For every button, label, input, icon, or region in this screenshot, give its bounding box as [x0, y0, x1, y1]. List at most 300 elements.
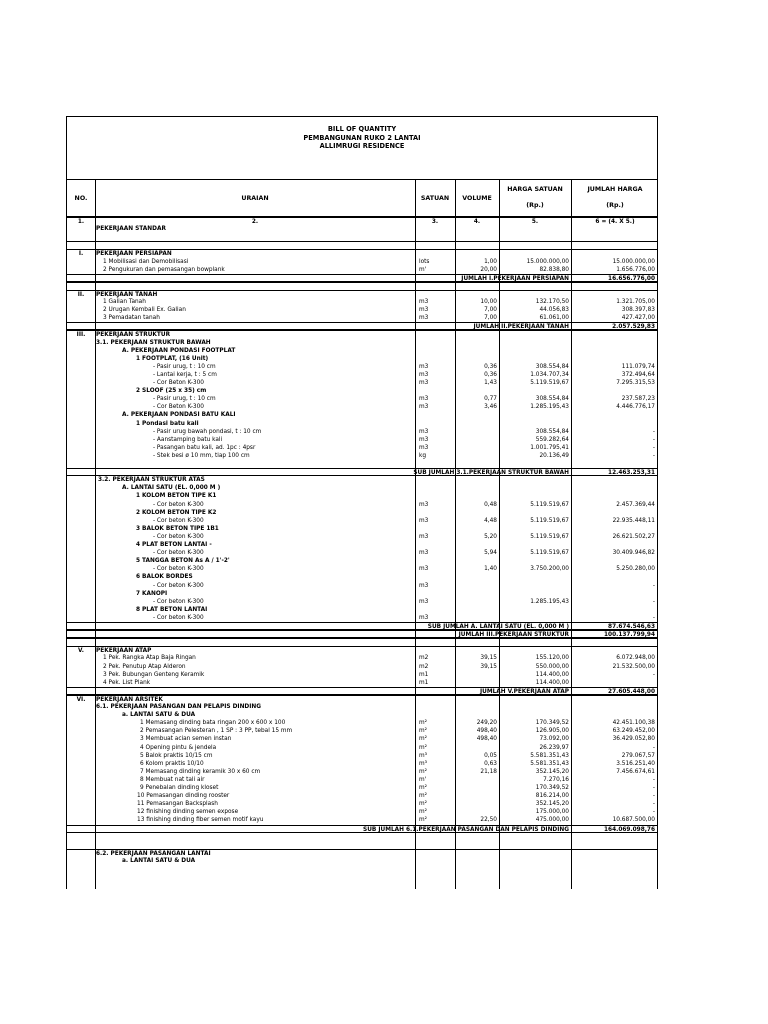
item-unit-price: 114.400,00: [535, 679, 569, 686]
table-row: [67, 784, 657, 792]
item-total-price: 21.532.500,00: [612, 663, 655, 670]
item-total-price: 42.451.100,38: [612, 720, 655, 727]
item-unit: m3: [419, 501, 429, 508]
table-row: [67, 671, 657, 679]
item-total-price: 7.295.315,53: [616, 380, 655, 386]
table-row: [67, 792, 657, 800]
table-row: [67, 533, 657, 541]
item-description: - Cor beton K-300: [153, 501, 204, 508]
section-title: PEKERJAAN STRUKTUR: [96, 332, 171, 339]
item-volume: 39,15: [480, 663, 497, 670]
item-total-price: 1.656.776,00: [616, 266, 655, 273]
table-row: [67, 258, 657, 266]
item-unit-price: 308.554,84: [535, 428, 569, 435]
item-volume: 249,20: [476, 720, 497, 727]
item-unit: m3: [419, 363, 429, 370]
section-title: PEKERJAAN TANAH: [96, 291, 158, 298]
subtotal-value: 164.069.098,76: [604, 826, 655, 833]
item-unit-price: 1.285.195,43: [530, 598, 569, 605]
item-total-price: -: [652, 614, 655, 621]
item-unit-price: 1.001.795,41: [530, 444, 569, 451]
section-row: [67, 387, 657, 395]
header-no: NO.: [74, 195, 88, 202]
item-unit: m3: [419, 315, 429, 322]
header-harga-satuan-label: HARGA SATUAN: [507, 186, 563, 193]
item-volume: 1,00: [484, 258, 497, 265]
item-unit: m³: [419, 760, 427, 767]
title-line-3: ALLIMRUGI RESIDENCE: [319, 142, 405, 151]
item-total-price: -: [652, 452, 655, 459]
item-unit-price: 132.170,50: [535, 299, 569, 305]
item-total-price: 237.587,23: [621, 396, 655, 403]
item-unit: m²: [419, 817, 427, 824]
section-title: PEKERJAAN ARSITEK: [96, 696, 163, 703]
item-unit: m²: [419, 736, 427, 743]
table-row: [67, 833, 657, 841]
column-divider: [455, 179, 456, 889]
item-unit-price: 170.349,52: [535, 720, 569, 727]
item-description: 3 Pemadatan tanah: [103, 315, 160, 322]
section-row: [67, 590, 657, 598]
item-unit: m2: [419, 655, 429, 662]
item-description: 2 Pemasangan Pelesteran , 1 SP : 3 PP, tebal 15 mm: [140, 728, 293, 735]
item-volume: 498,40: [476, 736, 497, 743]
item-volume: 0,36: [484, 371, 497, 378]
subtotal-label: JUMLAH V.PEKERJAAN ATAP: [479, 688, 569, 695]
column-divider: [95, 179, 96, 889]
item-unit: m²: [419, 793, 427, 800]
header-jumlah-harga-unit: (Rp.): [606, 202, 624, 209]
item-total-price: 7.456.674,61: [616, 768, 655, 775]
table-row: [67, 314, 657, 322]
item-description: - Cor Beton K-300: [153, 404, 204, 411]
item-unit: m3: [419, 299, 429, 305]
item-volume: 0,77: [484, 396, 497, 403]
table-row: [67, 379, 657, 387]
table-row: [67, 841, 657, 849]
section-row: [67, 484, 657, 492]
item-unit: m3: [419, 517, 429, 524]
column-divider: [499, 179, 500, 889]
subtotal-value: 12.463.253,31: [608, 470, 655, 477]
section-row: [67, 411, 657, 419]
subtotal-value: 2.057.529,83: [612, 324, 655, 331]
item-description: 4 Pek. List Plank: [103, 679, 151, 686]
table-row: [67, 403, 657, 411]
item-total-price: 3.516.251,40: [616, 760, 655, 767]
table-row: [67, 428, 657, 436]
section-row: [67, 525, 657, 533]
item-unit-price: 5.119.519,67: [530, 533, 569, 540]
table-row: [67, 719, 657, 727]
section-title: a. LANTAI SATU & DUA: [122, 857, 196, 864]
item-description: 10 Pemasangan dinding rooster: [137, 793, 230, 800]
item-volume: 5,20: [484, 533, 497, 540]
title-line-1: BILL OF QUANTITY: [327, 125, 397, 133]
item-unit: m': [419, 776, 427, 783]
section-row: [67, 711, 657, 719]
item-description: 3 Membuat acian semen instan: [140, 736, 232, 743]
table-row: [67, 735, 657, 743]
item-volume: 1,40: [484, 566, 497, 573]
item-total-price: -: [652, 671, 655, 678]
table-row: [67, 598, 657, 606]
item-unit-price: 175.000,00: [535, 809, 569, 816]
table-row: [67, 654, 657, 662]
section-row: [67, 347, 657, 355]
item-total-price: 1.321.705,00: [616, 299, 655, 305]
table-row: [67, 371, 657, 379]
item-unit: m1: [419, 671, 429, 678]
item-volume: 10,00: [480, 299, 497, 305]
item-unit: m': [419, 266, 427, 273]
section-title: 5 TANGGA BETON As A / 1'-2': [136, 558, 230, 565]
item-description: 2 Urugan Kembali Ex. Galian: [103, 307, 186, 314]
item-unit: m3: [419, 582, 429, 589]
item-unit: m3: [419, 444, 429, 451]
item-unit: m3: [419, 436, 429, 443]
item-unit: m3: [419, 396, 429, 403]
item-description: 3 Pek. Bubungan Genteng Keramik: [103, 671, 205, 678]
item-unit: m3: [419, 550, 429, 557]
item-description: - Pasir urug, t : 10 cm: [153, 363, 216, 370]
item-unit-price: 3.750.200,00: [530, 566, 569, 573]
item-unit-price: 475.000,00: [535, 817, 569, 824]
table-row: [67, 727, 657, 735]
table-header: [67, 179, 657, 217]
item-total-price: 15.000.000,00: [612, 258, 655, 265]
col-number-harga-satuan: 5.: [531, 219, 539, 225]
section-title: PEKERJAAN ATAP: [96, 648, 152, 655]
item-total-price: 10.687.500,00: [612, 817, 655, 824]
item-description: - Aanstamping batu kali: [153, 436, 223, 443]
section-title: PEKERJAAN STANDAR: [96, 226, 166, 233]
item-unit-price: 559.282,64: [535, 436, 569, 443]
table-row: [67, 760, 657, 768]
section-row: [67, 703, 657, 711]
column-divider: [415, 179, 416, 889]
table-row: [67, 452, 657, 460]
item-volume: 21,18: [480, 768, 497, 775]
section-row: [67, 509, 657, 517]
subtotal-label: SUB JUMLAH A. LANTAI SATU (EL. 0,000 M ): [427, 624, 569, 630]
item-volume: 0,05: [484, 752, 497, 759]
item-description: - Cor beton K-300: [153, 566, 204, 573]
item-number: II.: [77, 291, 85, 298]
item-volume: 0,48: [484, 501, 497, 508]
item-volume: 0,36: [484, 363, 497, 370]
item-description: 7 Memasang dinding keramik 30 x 60 cm: [140, 768, 261, 775]
item-total-price: -: [652, 428, 655, 435]
item-description: 1 Mobilisasi dan Demobilisasi: [103, 258, 189, 265]
item-description: - Lantai kerja, t : 5 cm: [153, 371, 217, 378]
table-row: [67, 752, 657, 760]
item-unit-price: 5.581.351,43: [530, 760, 569, 767]
section-row: [67, 857, 657, 865]
item-volume: 3,46: [484, 404, 497, 411]
column-divider: [571, 179, 572, 889]
section-row: [67, 339, 657, 347]
item-volume: 7,00: [484, 315, 497, 322]
section-title: 6.2. PEKERJAAN PASANGAN LANTAI: [96, 850, 211, 857]
item-unit: m²: [419, 785, 427, 791]
subtotal-value: 16.656.776,00: [608, 275, 655, 282]
section-row: [67, 476, 657, 484]
subtotal-value: 87.674.546,63: [608, 624, 655, 630]
table-row: [67, 266, 657, 274]
item-unit-price: 61.061,00: [539, 315, 569, 322]
section-title: 3.2. PEKERJAAN STRUKTUR ATAS: [98, 477, 205, 484]
item-total-price: -: [652, 582, 655, 589]
item-unit-price: 1.285.195,43: [530, 404, 569, 411]
item-total-price: -: [652, 436, 655, 443]
item-description: 2 Pengukuran dan pemasangan bowplank: [103, 266, 225, 273]
item-unit-price: 44.056,83: [539, 307, 569, 314]
item-total-price: 4.446.776,17: [616, 404, 655, 411]
table-row: [67, 306, 657, 314]
item-volume: 7,00: [484, 307, 497, 314]
item-total-price: 22.935.448,11: [612, 517, 655, 524]
item-volume: 1,43: [484, 380, 497, 386]
item-total-price: 6.072.948,00: [616, 655, 655, 662]
header-uraian: URAIAN: [241, 195, 269, 202]
item-total-price: -: [652, 809, 655, 816]
item-unit: m3: [419, 533, 429, 540]
section-title: A. LANTAI SATU (EL. 0,000 M ): [122, 485, 221, 492]
item-total-price: -: [652, 598, 655, 605]
item-total-price: -: [652, 776, 655, 783]
table-row: [67, 614, 657, 622]
subtotal-label: SUB JUMLAH 3.1.PEKERJAAN STRUKTUR BAWAH: [413, 470, 569, 477]
item-unit: m²: [419, 728, 427, 735]
table-row: [67, 517, 657, 525]
subtotal-row: [67, 468, 657, 476]
item-total-price: -: [652, 785, 655, 791]
item-unit: m3: [419, 614, 429, 621]
item-unit-price: 126.905,00: [535, 728, 569, 735]
item-description: 13 finishing dinding fiber semen motif kayu: [137, 817, 264, 824]
section-title: PEKERJAAN PERSIAPAN: [96, 251, 172, 258]
section-row: [67, 225, 657, 233]
item-number: III.: [76, 332, 86, 339]
item-unit-price: 5.119.519,67: [530, 517, 569, 524]
item-unit-price: 26.239,97: [539, 744, 569, 751]
section-row: [67, 557, 657, 565]
header-satuan: SATUAN: [420, 195, 450, 202]
section-title: 4 PLAT BETON LANTAI -: [136, 542, 212, 548]
item-total-price: -: [652, 793, 655, 800]
title-line-2: PEMBANGUNAN RUKO 2 LANTAI: [303, 133, 421, 142]
item-unit: m3: [419, 598, 429, 605]
table-row: [67, 436, 657, 444]
item-unit: m²: [419, 809, 427, 816]
item-unit: m3: [419, 380, 429, 386]
item-unit: m²: [419, 801, 427, 808]
subtotal-label: JUMLAH II.PEKERJAAN TANAH: [473, 324, 569, 331]
item-unit: m²: [419, 768, 427, 775]
item-unit-price: 550.000,00: [535, 663, 569, 670]
table-row: [67, 744, 657, 752]
section-row: [67, 355, 657, 363]
item-volume: 20,00: [480, 266, 497, 273]
item-total-price: -: [652, 801, 655, 808]
item-total-price: 279.067,57: [621, 752, 655, 759]
item-total-price: 26.621.502,27: [612, 533, 655, 540]
section-row: [67, 541, 657, 549]
col-number-uraian: 2.: [251, 219, 259, 225]
item-total-price: 308.397,83: [621, 307, 655, 314]
section-title: 2 SLOOF (25 x 35) cm: [136, 388, 207, 395]
item-description: 1 Memasang dinding bata ringan 200 x 600 x 100: [140, 720, 286, 727]
col-number-jumlah-harga: 6 = (4. X 5.): [595, 219, 635, 225]
table-row: [67, 776, 657, 784]
item-description: - Cor beton K-300: [153, 614, 204, 621]
item-unit: m²: [419, 720, 427, 727]
col-number-no: 1.: [77, 219, 85, 225]
table-row: [67, 460, 657, 468]
item-unit-price: 7.270,16: [543, 776, 569, 783]
table-row: [67, 233, 657, 241]
item-total-price: 111.079,74: [621, 363, 655, 370]
section-title: 6 BALOK BORDES: [136, 574, 193, 581]
item-total-price: 372.494,64: [621, 371, 655, 378]
item-unit: m2: [419, 663, 429, 670]
section-title: 8 PLAT BETON LANTAI: [136, 606, 208, 613]
item-unit: m³: [419, 752, 427, 759]
table-row: [67, 395, 657, 403]
item-unit: m3: [419, 371, 429, 378]
section-row: [67, 573, 657, 581]
item-unit-price: 816.214,00: [535, 793, 569, 800]
item-number: I.: [78, 251, 84, 258]
table-row: [67, 549, 657, 557]
header-jumlah-harga-label: JUMLAH HARGA: [587, 186, 643, 193]
item-number: VI.: [76, 696, 86, 703]
subtotal-row: [67, 630, 657, 638]
table-row: [67, 679, 657, 687]
item-description: 11 Pemasangan Backsplash: [137, 801, 218, 808]
subtotal-row: [67, 687, 657, 695]
subtotal-value: 27.605.448,00: [608, 688, 655, 695]
item-unit-price: 352.145,20: [535, 768, 569, 775]
document-title: [67, 125, 657, 151]
header-harga-satuan: [499, 180, 571, 216]
item-total-price: 36.429.052,80: [612, 736, 655, 743]
item-description: 2 Pek. Penutup Atap Alderon: [103, 663, 186, 670]
item-unit-price: 352.145,20: [535, 801, 569, 808]
header-harga-satuan-unit: (Rp.): [526, 202, 544, 209]
item-unit: m1: [419, 679, 429, 686]
item-description: - Cor beton K-300: [153, 582, 204, 589]
item-unit-price: 15.000.000,00: [526, 258, 569, 265]
item-unit-price: 5.581.351,43: [530, 752, 569, 759]
item-volume: 498,40: [476, 728, 497, 735]
item-description: 6 Kolom praktis 10/10: [140, 760, 204, 767]
item-unit-price: 308.554,84: [535, 396, 569, 403]
header-jumlah-harga: [571, 180, 659, 216]
subtotal-label: SUB JUMLAH 6.1.PEKERJAAN PASANGAN DAN PELAPIS DINDING: [363, 826, 569, 833]
item-description: 4 Opening pintu & jendela: [140, 744, 217, 751]
item-volume: 0,63: [484, 760, 497, 767]
section-title: 6.1. PEKERJAAN PASANGAN DAN PELAPIS DINDING: [96, 704, 261, 710]
subtotal-value: 100.137.799,94: [604, 632, 655, 639]
item-unit: lots: [419, 258, 430, 265]
item-unit-price: 20.136,49: [539, 452, 569, 459]
col-number-satuan: 3.: [431, 219, 439, 225]
subtotal-label: JUMLAH I.PEKERJAAN PERSIAPAN: [461, 275, 569, 282]
table-row: [67, 582, 657, 590]
item-unit: m3: [419, 307, 429, 314]
section-row: [67, 420, 657, 428]
section-title: 3 BALOK BETON TIPE 1B1: [136, 525, 219, 532]
item-description: - Pasir urug bawah pondasi, t : 10 cm: [153, 428, 262, 435]
table-row: [67, 800, 657, 808]
section-title: 2 KOLOM BETON TIPE K2: [136, 509, 217, 516]
item-volume: 5,94: [484, 550, 497, 557]
item-description: - Cor beton K-300: [153, 517, 204, 524]
item-volume: 4,48: [484, 517, 497, 524]
table-row: [67, 808, 657, 816]
item-total-price: 427.427,00: [621, 315, 655, 322]
item-unit-price: 82.838,80: [539, 266, 569, 273]
item-description: - Pasir urug, t : 10 cm: [153, 396, 216, 403]
col-number-volume: 4.: [473, 219, 481, 225]
item-total-price: 63.249.452,00: [612, 728, 655, 735]
table-row: [67, 298, 657, 306]
header-volume: VOLUME: [462, 195, 492, 202]
subtotal-row: [67, 622, 657, 630]
item-unit-price: 73.092,00: [539, 736, 569, 743]
item-unit: m3: [419, 428, 429, 435]
item-unit-price: 1.034.707,34: [530, 371, 569, 378]
item-number: V.: [78, 648, 84, 655]
item-description: 12 finishing dinding semen expose: [137, 809, 239, 816]
item-unit: m3: [419, 404, 429, 411]
item-volume: 22,50: [480, 817, 497, 824]
section-title: A. PEKERJAAN PONDASI FOOTPLAT: [122, 347, 236, 354]
item-description: 9 Penebalan dinding kloset: [140, 785, 219, 791]
item-unit: m²: [419, 744, 427, 751]
item-unit-price: 114.400,00: [535, 671, 569, 678]
section-row: [67, 606, 657, 614]
item-description: 8 Membuat nat tali air: [140, 776, 205, 783]
table-row: [67, 444, 657, 452]
item-total-price: 5.250.280,00: [616, 566, 655, 573]
subtotal-row: [67, 825, 657, 833]
item-total-price: -: [652, 744, 655, 751]
section-title: 1 Pondasi batu kali: [136, 420, 199, 427]
item-description: 1 Galian Tanah: [103, 299, 146, 305]
item-unit-price: 308.554,84: [535, 363, 569, 370]
table-row: [67, 565, 657, 573]
section-title: A. PEKERJAAN PONDASI BATU KALI: [122, 412, 236, 419]
table-row: [67, 816, 657, 824]
item-unit-price: 170.349,52: [535, 785, 569, 791]
table-row: [67, 363, 657, 371]
section-title: 1 FOOTPLAT, (16 Unit): [136, 355, 209, 362]
item-unit: kg: [419, 452, 427, 459]
section-title: 1 KOLOM BETON TIPE K1: [136, 493, 217, 500]
item-description: - Cor beton K-300: [153, 598, 204, 605]
item-description: - Cor beton K-300: [153, 533, 204, 540]
table-row: [67, 501, 657, 509]
item-total-price: -: [652, 444, 655, 451]
bill-of-quantity-sheet: [66, 116, 658, 889]
item-unit-price: 155.120,00: [535, 655, 569, 662]
table-row: [67, 663, 657, 671]
item-unit-price: 5.119.519,67: [530, 550, 569, 557]
item-description: 5 Balok praktis 10/15 cm: [140, 752, 213, 759]
